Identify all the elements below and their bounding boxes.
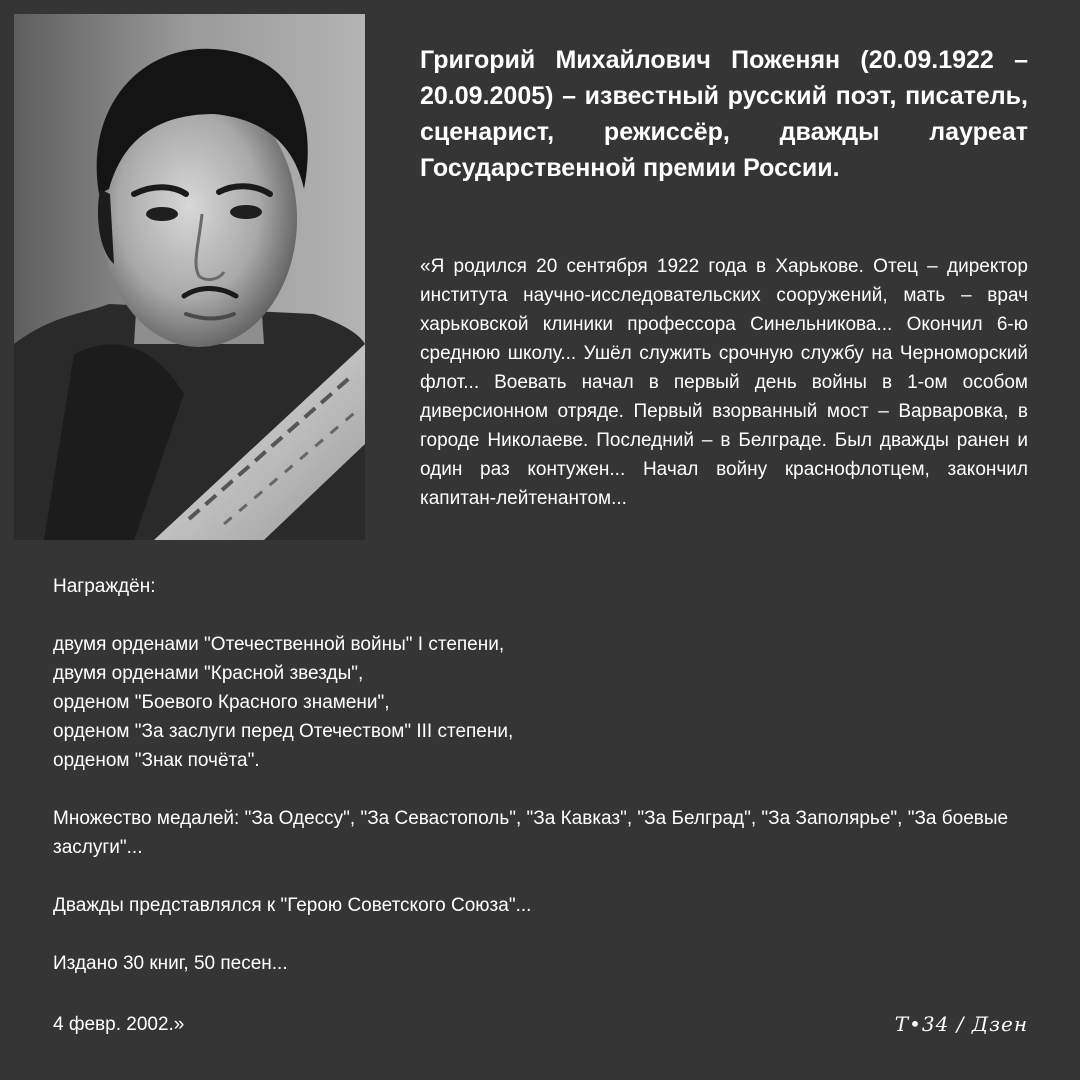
award-item: двумя орденами "Красной звезды",	[53, 663, 364, 684]
source-signature: Т•34 / Дзен	[894, 1012, 1028, 1036]
spacer	[53, 601, 1028, 630]
date-line: 4 февр. 2002.»	[53, 1014, 185, 1035]
award-item: орденом "Знак почёта".	[53, 750, 260, 771]
biography-quote: «Я родился 20 сентября 1922 года в Харькове. Отец – директор института научно-исследовательских сооружений, мать – врач харьковской клиники профессора Синельникова... Окончил 6-ю среднюю школу... Ушёл служить срочную службу на Черноморский флот... Воевать начал в первый день войны в 1-ом особом диверсионном отряде. Первый взорванный мост – Варваровка, в городе Николаеве. Последний – в Белграде. Был дважды ранен и один раз контужен... Начал войну краснофлотцем, закончил капитан-лейтенантом...	[420, 256, 1028, 509]
published-paragraph: Издано 30 книг, 50 песен...	[53, 953, 288, 974]
award-item: двумя орденами "Отечественной войны" I степени,	[53, 634, 505, 655]
award-item: орденом "Боевого Красного знамени",	[53, 692, 390, 713]
awards-heading: Награждён:	[53, 576, 156, 597]
spacer	[53, 775, 1028, 804]
portrait-photo-icon	[14, 14, 365, 540]
headline: Григорий Михайлович Поженян (20.09.1922 – 20.09.2005) – известный русский поэт, писатель, сценарист, режиссёр, дважды лауреат Государственной премии России.	[420, 46, 1028, 182]
medals-paragraph: Множество медалей: "За Одессу", "За Севастополь", "За Кавказ", "За Белград", "За Заполярье", "За боевые заслуги"...	[53, 808, 1009, 858]
portrait-photo	[14, 14, 365, 540]
hero-paragraph: Дважды представлялся к "Герою Советского Союза"...	[53, 895, 532, 916]
award-item: орденом "За заслуги перед Отечеством" III степени,	[53, 721, 514, 742]
spacer	[53, 920, 1028, 949]
spacer	[53, 862, 1028, 891]
biography-details	[53, 572, 1028, 978]
